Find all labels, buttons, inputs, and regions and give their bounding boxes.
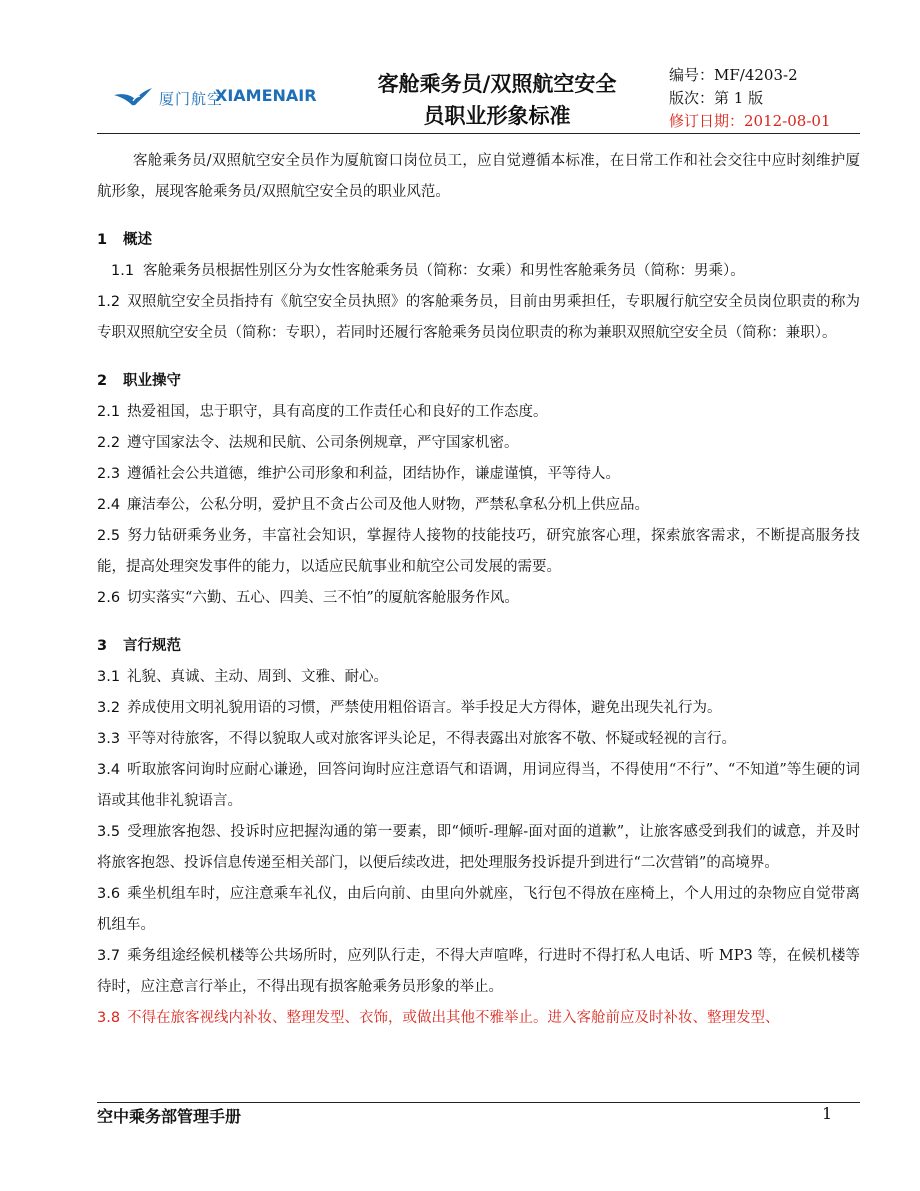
section-title: 职业操守 [123, 373, 181, 389]
section-heading [97, 225, 860, 256]
logo-cn-text: 厦门航空 [159, 90, 224, 108]
page-header [97, 62, 860, 134]
item-text: 热爱祖国，忠于职守，具有高度的工作责任心和良好的工作态度。 [127, 404, 548, 420]
list-item [97, 521, 860, 583]
item-text: 切实落实“六勤、五心、四美、三不怕”的厦航客舱服务作风。 [127, 590, 519, 606]
section-title: 言行规范 [123, 638, 181, 654]
section-title: 概述 [123, 232, 152, 248]
item-text: 平等对待旅客，不得以貌取人或对旅客评头论足，不得表露出对旅客不敬、怀疑或轻视的言行。 [127, 731, 736, 747]
title-line-2: 员职业形象标准 [423, 104, 571, 128]
list-item [97, 941, 860, 1003]
revision-date: 修订日期：2012-08-01 [669, 112, 831, 130]
document-meta [669, 64, 831, 133]
list-item [97, 693, 860, 724]
list-item [97, 879, 860, 941]
list-item [97, 817, 860, 879]
item-number: 3.3 [97, 731, 121, 747]
item-text: 养成使用文明礼貌用语的习惯，严禁使用粗俗语言。举手投足大方得体，避免出现失礼行为。 [127, 700, 722, 716]
logo-en-text: XIAMENAIR [215, 86, 317, 105]
intro-paragraph: 客舱乘务员/双照航空安全员作为厦航窗口岗位员工，应自觉遵循本标准，在日常工作和社会交往中应时刻维护厦航形象，展现客舱乘务员/双照航空安全员的职业风范。 [97, 153, 860, 200]
item-text: 乘务组途经候机楼等公共场所时，应列队行走，不得大声喧哗，行进时不得打私人电话、听 MP3 等，在候机楼等待时，应注意言行举止，不得出现有损客舱乘务员形象的举止。 [97, 948, 860, 995]
item-number: 2.4 [97, 497, 121, 513]
list-item [97, 755, 860, 817]
doc-version: 版次：第 1 版 [669, 89, 764, 107]
item-number: 1.2 [97, 294, 121, 310]
item-number: 2.2 [97, 435, 121, 451]
item-text: 礼貌、真诚、主动、周到、文雅、耐心。 [127, 669, 388, 685]
section-number: 1 [97, 232, 108, 248]
item-number: 2.5 [97, 528, 121, 544]
section-number: 2 [97, 373, 108, 389]
item-number: 2.6 [97, 590, 121, 606]
list-item [97, 583, 860, 614]
item-number: 3.6 [97, 886, 121, 902]
item-number: 3.1 [97, 669, 121, 685]
footer-manual-title: 空中乘务部管理手册 [97, 1107, 242, 1126]
item-number: 3.7 [97, 948, 121, 964]
doc-number: 编号：MF/4203-2 [669, 66, 798, 84]
title-line-1: 客舱乘务员/双照航空安全 [377, 72, 617, 96]
item-text: 廉洁奉公，公私分明，爱护且不贪占公司及他人财物，严禁私拿私分机上供应品。 [127, 497, 649, 513]
list-item [97, 459, 860, 490]
list-item [97, 662, 860, 693]
header-divider [97, 133, 860, 134]
list-item [97, 428, 860, 459]
item-number: 2.1 [97, 404, 121, 420]
list-item [97, 724, 860, 755]
document-body [97, 146, 860, 1034]
section-heading [97, 631, 860, 662]
item-number: 3.8 [97, 1010, 121, 1026]
item-text: 遵守国家法令、法规和民航、公司条例规章，严守国家机密。 [127, 435, 519, 451]
item-number: 1.1 [111, 263, 135, 279]
list-item [97, 397, 860, 428]
item-text: 不得在旅客视线内补妆、整理发型、衣饰，或做出其他不雅举止。进入客舱前应及时补妆、整理发型、 [127, 1010, 780, 1026]
page-number: 1 [822, 1104, 833, 1123]
item-number: 2.3 [97, 466, 121, 482]
item-number: 3.5 [97, 824, 121, 840]
document-title [352, 68, 642, 132]
xiamenair-logo [113, 84, 343, 114]
list-item [97, 256, 860, 287]
item-number: 3.4 [97, 762, 121, 778]
item-text: 客舱乘务员根据性别区分为女性客舱乘务员（简称：女乘）和男性客舱乘务员（简称：男乘）。 [143, 263, 745, 279]
list-item [97, 490, 860, 521]
egret-logo-icon [113, 86, 153, 108]
item-text: 遵循社会公共道德，维护公司形象和利益，团结协作，谦虚谨慎，平等待人。 [127, 466, 620, 482]
list-item [97, 287, 860, 349]
footer-divider [97, 1102, 860, 1103]
section-number: 3 [97, 638, 108, 654]
item-text: 受理旅客抱怨、投诉时应把握沟通的第一要素，即“倾听-理解-面对面的道歉”，让旅客感受到我们的诚意，并及时将旅客抱怨、投诉信息传递至相关部门，以便后续改进，把处理服务投诉提升到进行“二次营销”的高境界。 [97, 824, 860, 871]
item-text: 听取旅客问询时应耐心谦逊，回答问询时应注意语气和语调，用词应得当，不得使用“不行”、“不知道”等生硬的词语或其他非礼貌语言。 [97, 762, 860, 809]
item-text: 乘坐机组车时，应注意乘车礼仪，由后向前、由里向外就座，飞行包不得放在座椅上，个人用过的杂物应自觉带离机组车。 [97, 886, 860, 933]
item-number: 3.2 [97, 700, 121, 716]
section-heading [97, 366, 860, 397]
item-text: 努力钻研乘务业务，丰富社会知识，掌握待人接物的技能技巧，研究旅客心理，探索旅客需求，不断提高服务技能，提高处理突发事件的能力，以适应民航事业和航空公司发展的需要。 [97, 528, 860, 575]
list-item-highlighted [97, 1003, 860, 1034]
item-text: 双照航空安全员指持有《航空安全员执照》的客舱乘务员，目前由男乘担任，专职履行航空安全员岗位职责的称为专职双照航空安全员（简称：专职），若同时还履行客舱乘务员岗位职责的称为兼职双照航空安全员（简称：兼职）。 [97, 294, 860, 341]
